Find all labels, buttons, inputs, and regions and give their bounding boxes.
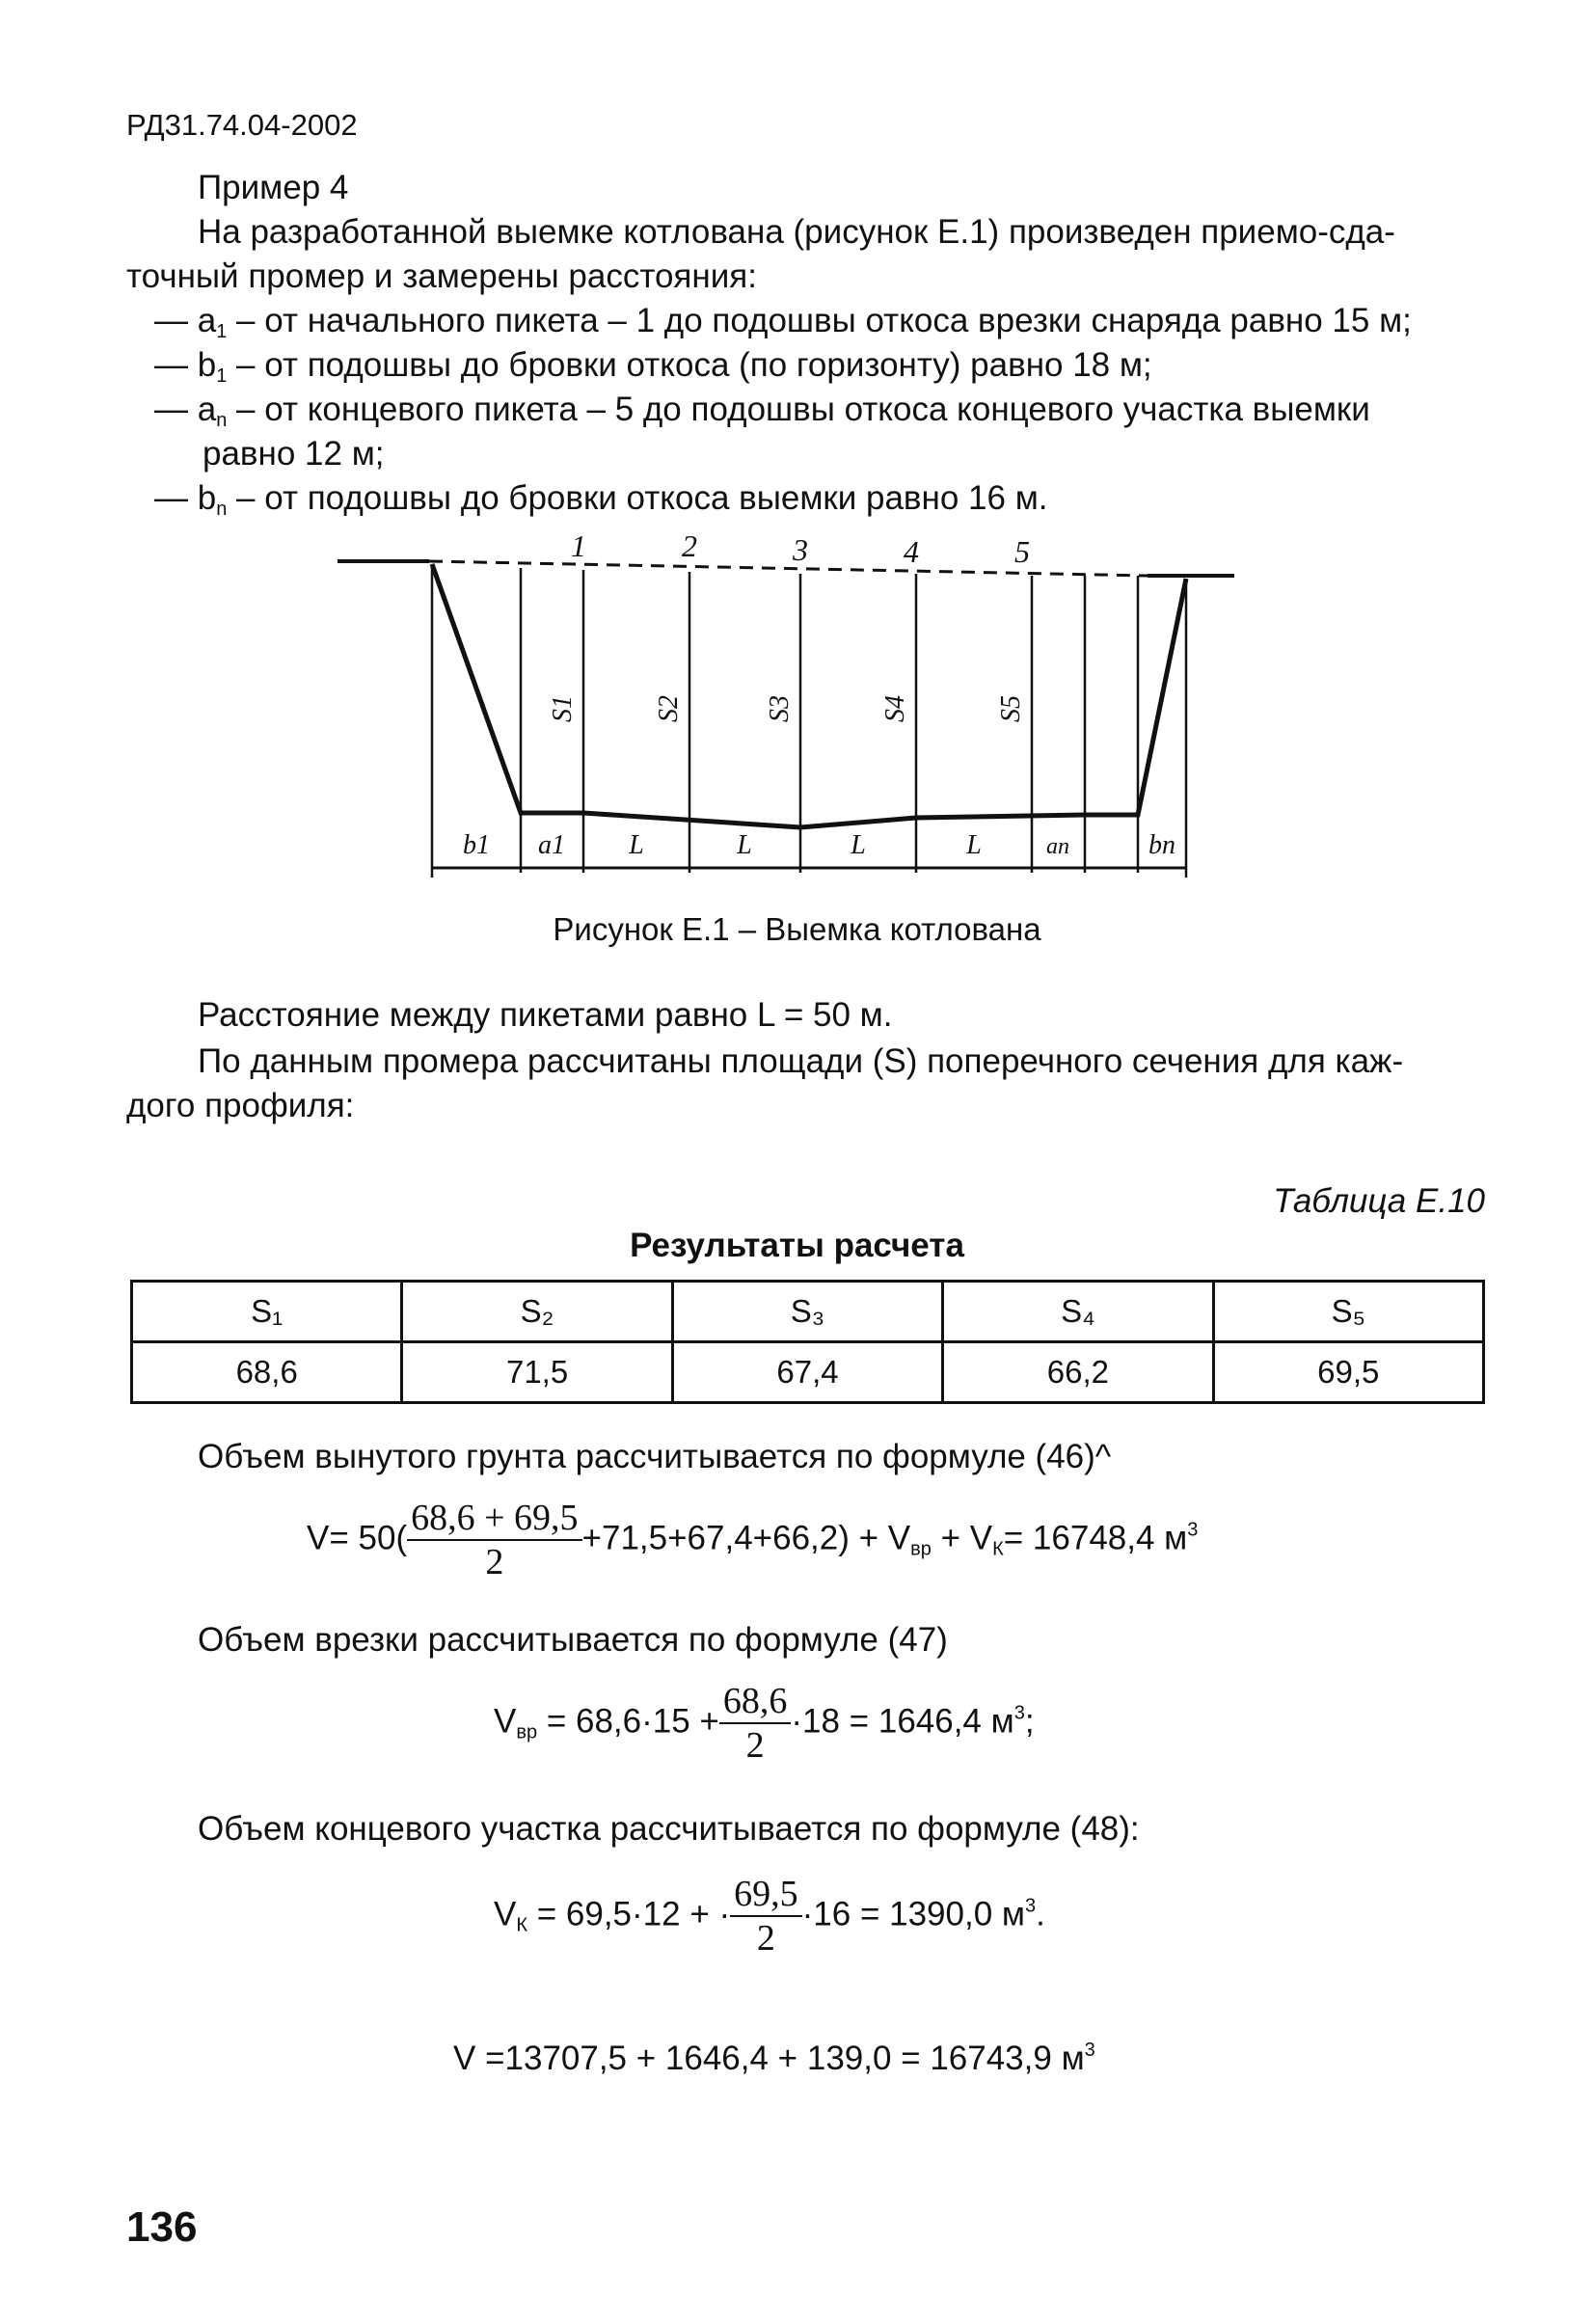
section-label: S4 <box>880 695 910 722</box>
table-cell: 69,5 <box>1213 1342 1483 1403</box>
piket-label: 3 <box>793 532 808 567</box>
list-item: — $b_n$ – от подошвы до бровки откоса выемки равно 16 м. <box>154 479 1048 520</box>
table-cell: 68,6 <box>132 1342 402 1403</box>
figure-caption: Рисунок Е.1 – Выемка котлована <box>553 911 1041 947</box>
section-label: S1 <box>548 695 578 722</box>
section-label: S2 <box>654 695 684 722</box>
paragraph-line: По данным промера рассчитаны площади (S) поперечного сечения для каж- <box>198 1042 1404 1080</box>
results-table <box>130 1280 1485 1404</box>
table-header-cell: S₅ <box>1213 1282 1483 1342</box>
list-item-continuation: равно 12 м; <box>203 435 385 473</box>
piket-label: 1 <box>571 528 586 563</box>
dimension-label: an <box>1046 834 1069 859</box>
example-title: Пример 4 <box>198 169 349 206</box>
ground-line-dashed <box>429 561 1148 576</box>
list-item: — $a_1$ – от начального пикета – 1 до подошвы откоса врезки снаряда равно 15 м; <box>154 302 1412 342</box>
section-label: S3 <box>765 695 795 722</box>
formula-intro: Объем вынутого грунта рассчитывается по формуле (46)^ <box>198 1438 1112 1475</box>
fraction: $\frac{69,5}{2}$ <box>730 1873 802 1959</box>
piket-label: 5 <box>1014 534 1030 569</box>
table-cell: 67,4 <box>672 1342 942 1403</box>
intro-line-2: точный промер и замерены расстояния: <box>126 257 757 295</box>
list-item: — $b_1$ – от подошвы до бровки откоса (по горизонту) равно 18 м; <box>154 346 1152 387</box>
piket-label: 4 <box>904 534 919 569</box>
dimension-label: a1 <box>538 830 565 860</box>
dimension-label: L <box>851 830 866 860</box>
page-number: 136 <box>126 2203 198 2251</box>
dimension-label: L <box>966 830 982 860</box>
table-number: Таблица Е.10 <box>1273 1182 1485 1220</box>
list-item: — $a_n$ – от концевого пикета – 5 до подошвы откоса концевого участка выемки <box>154 391 1370 431</box>
table-header-cell: S₁ <box>132 1282 402 1342</box>
formula-47: $V_{вр} = 68,6\cdot 15$ + $\frac{68,6}{2}$ ·18 = 1646,4 $м^3$; <box>494 1681 1035 1766</box>
dimension-label: b1 <box>463 830 490 860</box>
formula-intro: Объем врезки рассчитывается по формуле (47) <box>198 1621 948 1659</box>
table-header-cell: S₂ <box>402 1282 672 1342</box>
piket-label: 2 <box>682 528 697 563</box>
formula-46: V= 50( $\frac{68,6 + 69,5}{2}$ $+71,5+67,4+66,2) + V_{вр} + V_К= 16748,4$ $м^3$ <box>307 1498 1199 1582</box>
excavation-figure <box>318 526 1254 892</box>
fraction: $\frac{68,6 + 69,5}{2}$ <box>407 1497 581 1583</box>
intro-line-1: На разработанной выемке котлована (рисунок Е.1) произведен приемо-сда- <box>198 213 1395 251</box>
table-header-cell: S₄ <box>943 1282 1213 1342</box>
pit-profile <box>432 564 1186 827</box>
table-title: Результаты расчета <box>630 1227 964 1264</box>
formula-total: V =13707,5 + 1646,4 + 139,0 = 16743,9 $м^3$ <box>453 2040 1095 2077</box>
document-code: РД31.74.04-2002 <box>126 108 358 142</box>
dimension-label: L <box>737 830 752 860</box>
paragraph-line: Расстояние между пикетами равно L = 50 м. <box>198 996 893 1034</box>
table-header-cell: S₃ <box>672 1282 942 1342</box>
table-header-row <box>132 1282 1484 1342</box>
fraction: $\frac{68,6}{2}$ <box>719 1680 792 1767</box>
formula-intro: Объем концевого участка рассчитывается по формуле (48): <box>198 1810 1140 1848</box>
table-cell: 66,2 <box>943 1342 1213 1403</box>
table-row <box>132 1342 1484 1403</box>
section-label: S5 <box>996 695 1026 722</box>
dimension-label: L <box>629 830 644 860</box>
paragraph-line: дого профиля: <box>126 1087 355 1124</box>
table-cell: 71,5 <box>402 1342 672 1403</box>
formula-48: $V_К = 69,5\cdot 12$ + · $\frac{69,5}{2}$ ·16 = 1390,0 $м^3$. <box>494 1874 1045 1959</box>
dimension-label: bn <box>1148 830 1175 860</box>
